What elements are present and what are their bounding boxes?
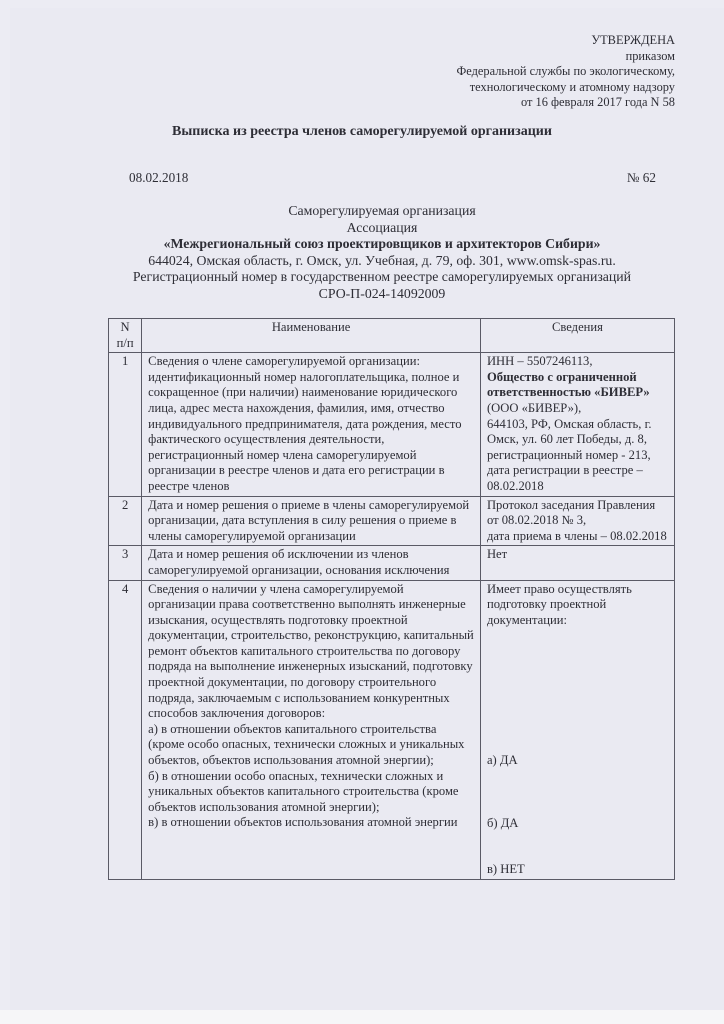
row-name: Дата и номер решения о приеме в члены саморегулируемой организации, дата вступления в силу решения о приеме в члены саморегулируемой организации	[142, 496, 481, 546]
row-num: 1	[109, 353, 142, 496]
table-row	[109, 580, 675, 880]
row-num: 2	[109, 496, 142, 546]
header-num	[109, 319, 142, 353]
table-row	[109, 546, 675, 580]
org-name: «Межрегиональный союз проектировщиков и архитекторов Сибири»	[163, 236, 601, 252]
org-form: Ассоциация	[346, 219, 418, 235]
header-name: Наименование	[142, 319, 481, 353]
info-protocol: Протокол заседания Правления от 08.02.2018 № 3,	[486, 497, 656, 528]
info-b: б) ДА	[486, 815, 519, 830]
name-b: б) в отношении особо опасных, технически сложных и уникальных объектов капитального строительства (кроме объектов использования атомной энергии);	[148, 768, 459, 814]
info-regdate: дата регистрации в реестре – 08.02.2018	[486, 463, 643, 493]
table-row	[109, 353, 675, 496]
info-c: в) НЕТ	[486, 862, 525, 877]
org-address: 644024, Омская область, г. Омск, ул. Учебная, д. 79, оф. 301, www.omsk-spas.ru.	[148, 252, 616, 268]
row-name	[142, 580, 481, 880]
info-inn: ИНН – 5507246113,	[486, 354, 593, 369]
info-regnum: регистрационный номер - 213,	[486, 447, 651, 462]
row-name: Дата и номер решения об исключении из членов саморегулируемой организации, основания исключения	[142, 546, 481, 580]
document-date: 08.02.2018	[129, 170, 189, 185]
info-admission-date: дата приема в члены – 08.02.2018	[486, 528, 667, 543]
info-intro: Имеет право осуществлять подготовку проектной документации:	[486, 581, 632, 627]
document-title: Выписка из реестра членов саморегулируемой организации	[172, 124, 552, 139]
row-name: Сведения о члене саморегулируемой организации: идентификационный номер налогоплательщика, полное и сокращенное (при наличии) наименование юридического лица, адрес места нахождения, фамилия, имя, отчество индивидуального предпринимателя, дата рождения, место фактического осуществления деятельности, регистрационный номер члена саморегулируемой организации в реестре членов и дата его регистрации в реестре членов	[142, 353, 481, 496]
row-num: 4	[109, 580, 142, 880]
spacer	[487, 628, 668, 753]
approved-date: от 16 февраля 2017 года N 58	[520, 95, 675, 109]
approved-label: УТВЕРЖДЕНА	[591, 33, 675, 47]
approved-authority-cont: технологическому и атомному надзору	[469, 79, 675, 94]
name-a: а) в отношении объектов капитального строительства (кроме особо опасных, технически сложных и уникальных объектов, объектов использования атомной энергии);	[148, 721, 465, 768]
info-company-short: (ООО «БИВЕР»),	[486, 400, 582, 415]
approved-authority: Федеральной службы по экологическому,	[456, 64, 675, 78]
name-c: в) в отношении объектов использования атомной энергии	[148, 815, 458, 830]
row-info	[480, 353, 674, 496]
row-info	[480, 496, 674, 546]
document-number: № 62	[626, 170, 656, 185]
register-table	[108, 318, 675, 880]
row-info: Нет	[480, 546, 674, 580]
org-reg-label: Регистрационный номер в государственном реестре саморегулируемых организаций	[132, 269, 632, 285]
info-address: 644103, РФ, Омская область, г. Омск, ул. 60 лет Победы, д. 8,	[486, 416, 652, 447]
org-reg-number: СРО-П-024-14092009	[318, 285, 446, 301]
table-row	[109, 496, 675, 546]
row-num: 3	[109, 546, 142, 580]
name-intro: Сведения о наличии у члена саморегулируемой организации права соответственно выполнять инженерные изыскания, осуществлять подготовку проектной документации, строительство, реконструкцию, капитальный ремонт объектов капитального строительства по договору подряда на выполнение инженерных изысканий, подготовку проектной документации, по договору строительного подряда, заключаемым с использованием конкурентных способов заключения договоров:	[148, 581, 474, 721]
spacer	[487, 769, 668, 816]
table-header-row	[109, 319, 675, 353]
scan-edge	[0, 1010, 724, 1024]
approval-stamp-text	[355, 33, 675, 111]
row-info	[480, 580, 674, 880]
header-num-n: N	[120, 320, 130, 334]
organization-block	[0, 203, 724, 303]
info-a: а) ДА	[486, 753, 518, 768]
header-info: Сведения	[480, 319, 674, 353]
spacer	[487, 831, 668, 862]
org-type: Саморегулируемая организация	[288, 203, 476, 218]
header-num-pp: п/п	[116, 335, 134, 350]
info-company	[487, 370, 668, 417]
info-company-full: Общество с ограниченной ответственностью «БИВЕР»	[486, 369, 650, 400]
approved-order: приказом	[625, 48, 675, 63]
